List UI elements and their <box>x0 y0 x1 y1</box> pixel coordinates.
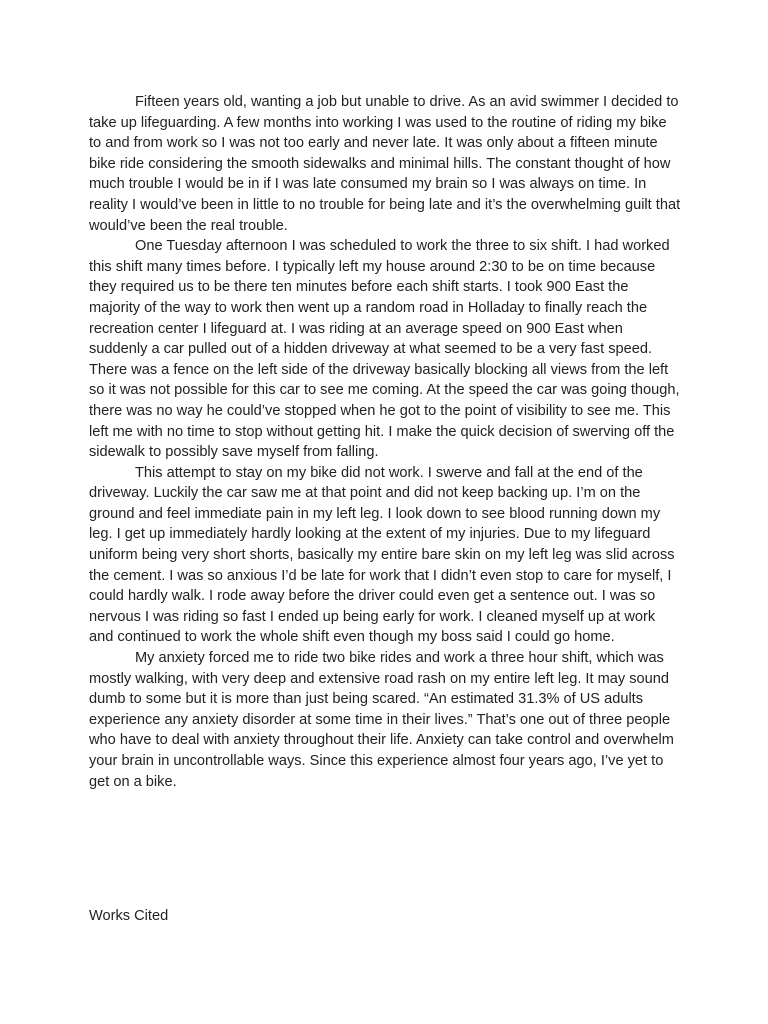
paragraph-1: Fifteen years old, wanting a job but unable to drive. As an avid swimmer I decided to take up lifeguarding. A few months into working I was used to the routine of riding my bike to and from work so I was not too early and never late. It was only about a fifteen minute bike ride considering the smooth sidewalks and minimal hills. The constant thought of how much trouble I would be in if I was late consumed my brain so I was always on time. In reality I would’ve been in little to no trouble for being late and it’s the overwhelming guilt that would’ve been the real trouble. <box>89 94 681 234</box>
paragraph-3: This attempt to stay on my bike did not work. I swerve and fall at the end of the driveway. Luckily the car saw me at that point and did not keep backing up. I’m on the ground and feel immediate pain in my left leg. I look down to see blood running down my leg. I get up immediately hardly looking at the extent of my injuries. Due to my lifeguard uniform being very short shorts, basically my entire bare skin on my left leg was slid across the cement. I was so anxious I’d be late for work that I didn’t even stop to care for myself, I could hardly walk. I rode away before the driver could even get a sentence out. I was so nervous I was riding so fast I ended up being early for work. I cleaned myself up at work and continued to work the whole shift even though my boss said I could go home. <box>89 464 675 646</box>
paragraph-2: One Tuesday afternoon I was scheduled to work the three to six shift. I had worked this shift many times before. I typically left my house around 2:30 to be on time because they required us to be there ten minutes before each shift starts. I took 900 East the majority of the way to work then went up a random road in Holladay to finally reach the recreation center I lifeguard at. I was riding at an average speed on 900 East when suddenly a car pulled out of a hidden driveway at what seemed to be a very fast speed. There was a fence on the left side of the driveway basically blocking all views from the left so it was not possible for this car to see me coming. At the speed the car was going though, there was no way he could’ve stopped when he got to the point of visibility to see me. This left me with no time to stop without getting hit. I make the quick decision of swerving off the sidewalk to possibly save myself from falling. <box>89 238 680 461</box>
essay-body <box>89 92 681 792</box>
paragraph-4: My anxiety forced me to ride two bike rides and work a three hour shift, which was mostly walking, with very deep and extensive road rash on my entire left leg. It may sound dumb to some but it is more than just being scared. “An estimated 31.3% of US adults experience any anxiety disorder at some time in their lives.” That’s one out of three people who have to deal with anxiety throughout their life. Anxiety can take control and overwhelm your brain in uncontrollable ways. Since this experience almost four years ago, I’ve yet to get on a bike. <box>89 650 674 790</box>
works-cited-heading: Works Cited <box>89 908 169 924</box>
